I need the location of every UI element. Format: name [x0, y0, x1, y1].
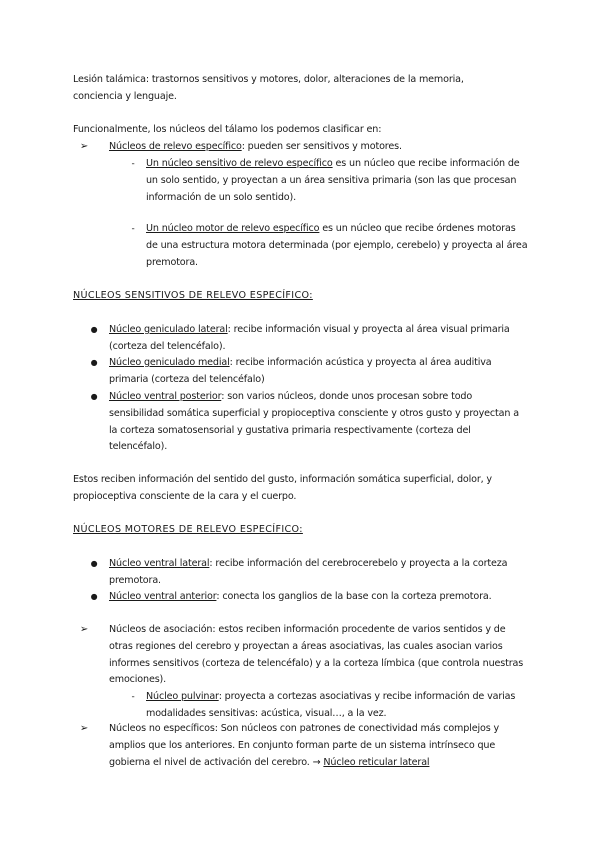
sensory-item — [109, 355, 529, 389]
functional-lead: Funcionalmente, los núcleos del tálamo los podemos clasificar en: — [73, 124, 382, 135]
motor-item-text: : recibe información del cerebrocerebelo y proyecta a la corteza premotora. — [109, 558, 508, 586]
dash-icon: - — [131, 692, 135, 702]
association-sub-term: Núcleo pulvinar — [146, 691, 219, 702]
relay-sub-term: Un núcleo sensitivo de relevo específico — [146, 158, 333, 169]
dash-icon: - — [131, 224, 135, 234]
intro-term: Lesión talámica — [73, 74, 146, 85]
sensory-item — [109, 389, 529, 456]
motor-item-term: Núcleo ventral anterior — [109, 591, 217, 602]
bullet-icon: ● — [90, 325, 98, 334]
bullet-icon: ● — [90, 392, 98, 401]
arrow-icon: ➢ — [79, 723, 89, 734]
sensory-item-text: : son varios núcleos, donde unos procesan sobre todo sensibilidad somática superficial y propioceptiva consciente y otros gusto y proyectan a la corteza somatosensorial y gustativa primaria respectivamente (corteza del telencéfalo). — [109, 391, 519, 453]
nonspecific-item — [109, 721, 534, 771]
motor-item-text: : conecta los ganglios de la base con la corteza premotora. — [216, 591, 492, 602]
bullet-icon: ● — [90, 358, 98, 367]
arrow-icon: ➢ — [79, 624, 89, 635]
sensory-item-term: Núcleo geniculado medial — [109, 357, 230, 368]
bullet-icon: ● — [90, 559, 98, 568]
relay-sub-item — [146, 156, 528, 206]
relay-sub-text: es un núcleo que recibe información de un solo sentido, y proyectan a un área sensitiva primaria (son las que procesan información de un solo sentido). — [146, 158, 520, 203]
nonspecific-link-term: Núcleo reticular lateral — [323, 756, 430, 768]
motor-item-term: Núcleo ventral lateral — [109, 558, 210, 569]
intro-text: : trastornos sensitivos y motores, dolor, alteraciones de la memoria, conciencia y lenguaje. — [73, 74, 464, 102]
bullet-icon: ● — [90, 592, 98, 601]
dash-icon: - — [131, 159, 135, 169]
sensory-item — [109, 322, 529, 356]
relay-sub-item — [146, 221, 528, 271]
association-sub-item — [146, 689, 526, 723]
nonspecific-text: Núcleos no específicos: Son núcleos con patrones de conectividad más complejos y amplios que los anteriores. En conjunto forman parte de un sistema intrínseco que gobierna el nivel de activación del cerebro. → — [109, 723, 499, 768]
motor-item — [109, 589, 539, 606]
relay-item — [109, 139, 529, 156]
sensory-item-term: Núcleo geniculado lateral — [109, 324, 228, 335]
sensory-item-text: : recibe información visual y proyecta al área visual primaria (corteza del telencéfalo). — [109, 324, 510, 352]
arrow-icon: ➢ — [79, 141, 89, 152]
motor-item — [109, 556, 519, 590]
intro-paragraph — [73, 72, 513, 106]
motor-heading: NÚCLEOS MOTORES DE RELEVO ESPECÍFICO: — [73, 524, 303, 535]
sensory-heading: NÚCLEOS SENSITIVOS DE RELEVO ESPECÍFICO: — [73, 290, 313, 301]
sensory-item-term: Núcleo ventral posterior — [109, 391, 222, 402]
relay-title: Núcleos de relevo específico — [109, 141, 242, 152]
association-sub-text: : proyecta a cortezas asociativas y recibe información de varias modalidades sensitivas: acústica, visual…, a la vez. — [146, 691, 516, 719]
relay-sub-text: es un núcleo que recibe órdenes motoras de una estructura motora determinada (por ejemplo, cerebelo) y proyecta al área premotora. — [146, 223, 528, 268]
association-item: Núcleos de asociación: estos reciben información procedente de varios sentidos y de otras regiones del cerebro y proyectan a áreas asociativas, las cuales asocian varios informes sensitivos (corteza de telencéfalo) y a la corteza límbica (que controla nuestras emociones). — [109, 624, 524, 686]
sensory-summary: Estos reciben información del sentido del gusto, información somática superficial, dolor, y propioceptiva consciente de la cara y el cuerpo. — [73, 474, 492, 502]
relay-sub-term: Un núcleo motor de relevo específico — [146, 223, 320, 234]
sensory-item-text: : recibe información acústica y proyecta al área auditiva primaria (corteza del telencéfalo) — [109, 357, 492, 385]
relay-text: : pueden ser sensitivos y motores. — [241, 141, 402, 152]
